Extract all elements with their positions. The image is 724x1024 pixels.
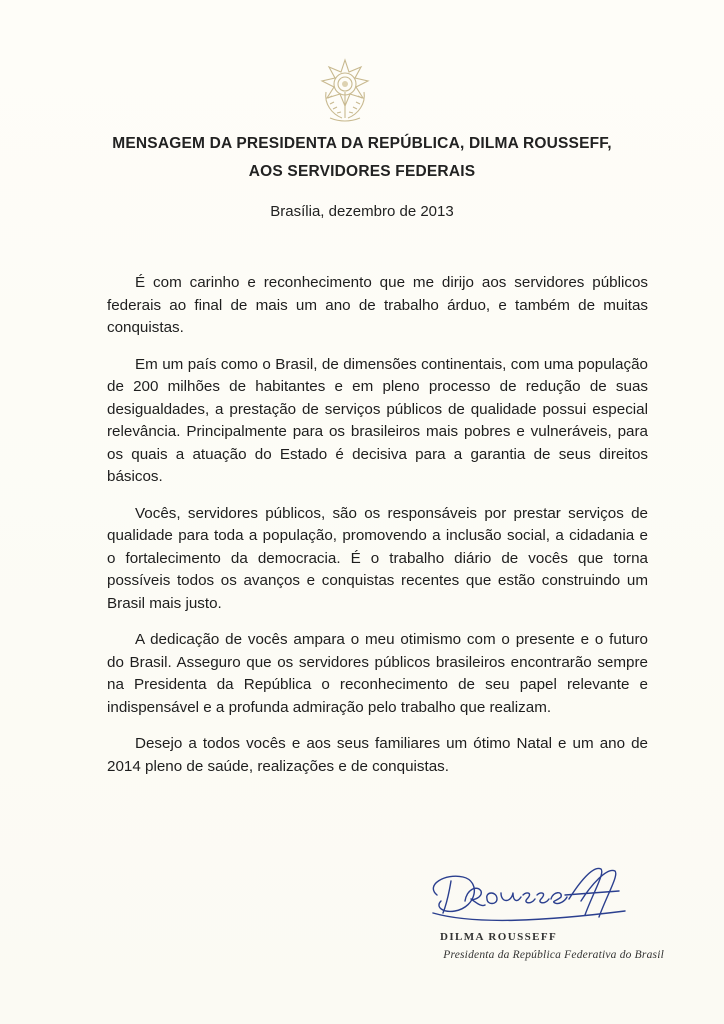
signatory-name: DILMA ROUSSEFF (440, 931, 558, 943)
letter-body (107, 272, 648, 792)
title-line-1: MENSAGEM DA PRESIDENTA DA REPÚBLICA, DILMA ROUSSEFF, (112, 135, 612, 152)
paragraph: A dedicação de vocês ampara o meu otimismo com o presente e o futuro do Brasil. Asseguro que os servidores públicos brasileiros encontrarão sempre na Presidenta da República o reconhecimento de seu papel relevante e indispensável e a profunda admiração pelo trabalho que realizam. (107, 631, 648, 716)
signature-block (400, 855, 670, 975)
paragraph: Em um país como o Brasil, de dimensões continentais, com uma população de 200 milhões de habitantes e em pleno processo de redução de suas desigualdades, a prestação de serviços públicos de qualidade possui especial relevância. Principalmente para os brasileiros mais pobres e vulneráveis, para os quais a atuação do Estado é decisiva para a garantia de seus direitos básicos. (107, 355, 648, 485)
place-date: Brasília, dezembro de 2013 (270, 203, 454, 220)
paragraph: Desejo a todos vocês e aos seus familiares um ótimo Natal e um ano de 2014 pleno de saúde, realizações e de conquistas. (107, 735, 648, 775)
paragraph: Vocês, servidores públicos, são os responsáveis por prestar serviços de qualidade para toda a população, promovendo a inclusão social, a cidadania e o fortalecimento da democracia. É o trabalho diário de vocês que torna possíveis todos os avanços e conquistas recentes que estão construindo um Brasil mais justo. (107, 504, 648, 612)
paragraph: É com carinho e reconhecimento que me dirijo aos servidores públicos federais ao final de mais um ano de trabalho árduo, e também de muitas conquistas. (107, 274, 648, 336)
coat-of-arms-icon (318, 58, 372, 124)
handwritten-signature (415, 855, 655, 935)
title-line-2: AOS SERVIDORES FEDERAIS (248, 163, 476, 180)
signatory-role: Presidenta da República Federativa do Brasil (443, 949, 664, 961)
